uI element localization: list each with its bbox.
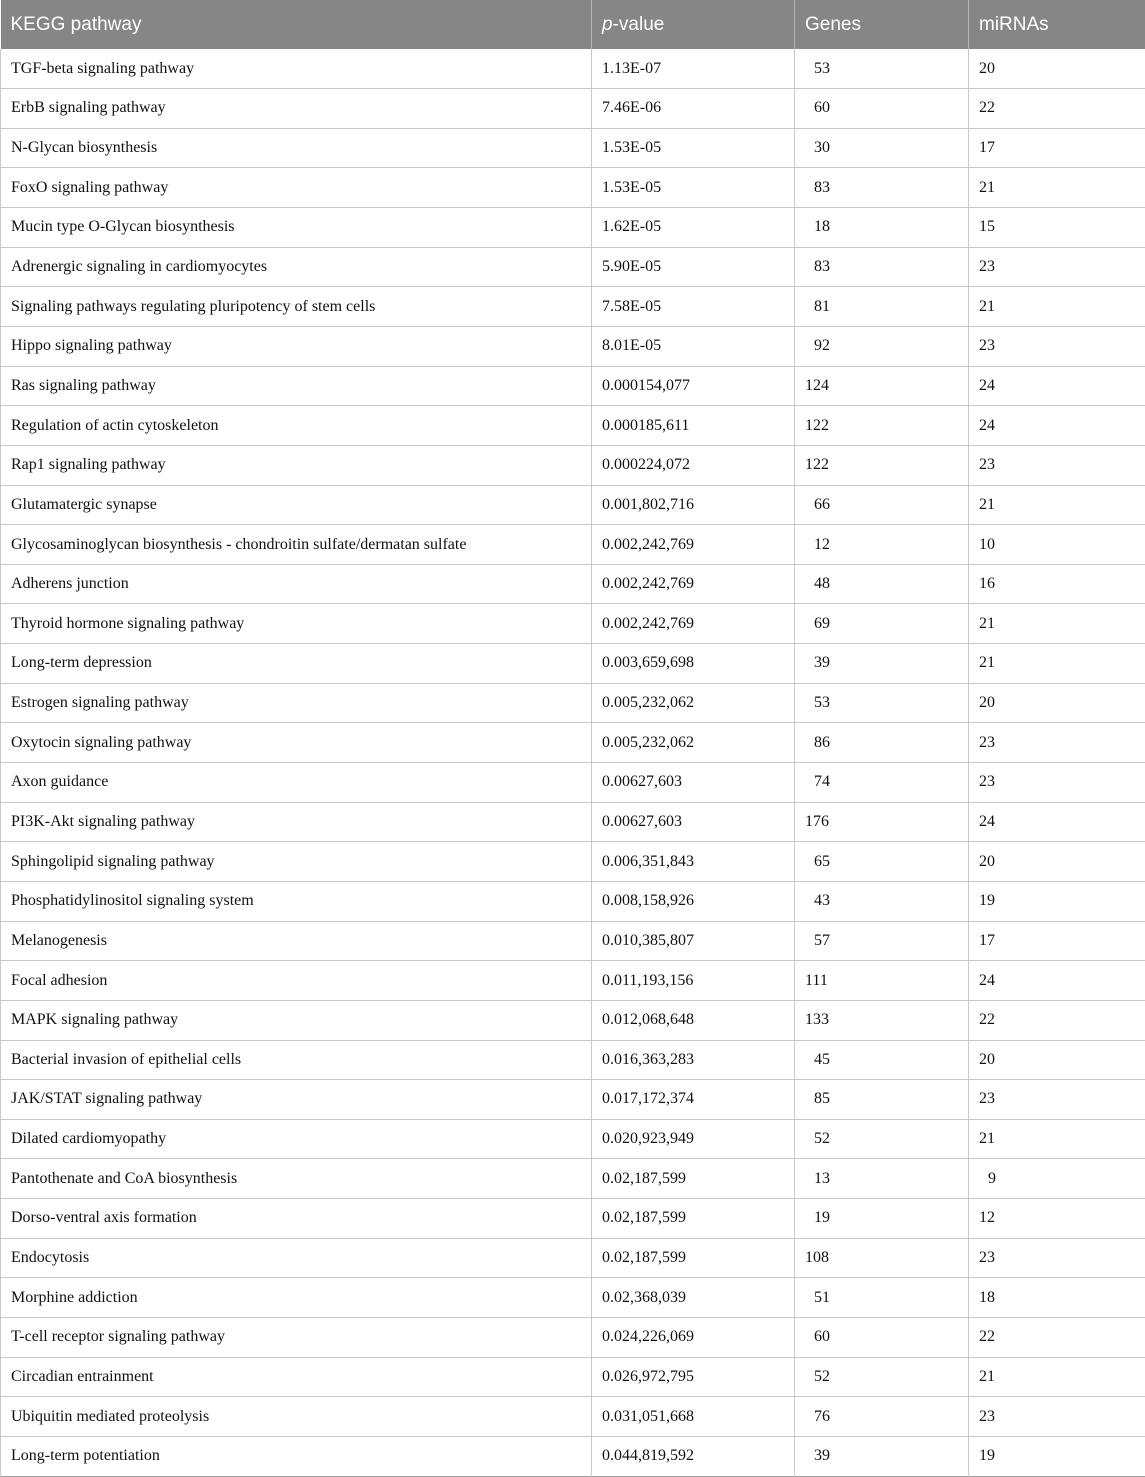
table-row xyxy=(1,49,1145,89)
cell-genes: 18 xyxy=(795,208,969,248)
table-row xyxy=(1,1080,1145,1120)
cell-p-value: 1.53E-05 xyxy=(592,128,795,168)
cell-p-value: 0.002,242,769 xyxy=(592,525,795,565)
cell-p-value: 0.020,923,949 xyxy=(592,1119,795,1159)
cell-mirnas: 21 xyxy=(969,1119,1145,1159)
cell-p-value: 0.006,351,843 xyxy=(592,842,795,882)
cell-mirnas: 23 xyxy=(969,1397,1145,1437)
table-row xyxy=(1,802,1145,842)
header-kegg-pathway: KEGG pathway xyxy=(1,0,592,49)
cell-genes: 43 xyxy=(795,881,969,921)
cell-p-value: 0.017,172,374 xyxy=(592,1080,795,1120)
cell-p-value: 0.000154,077 xyxy=(592,366,795,406)
cell-mirnas: 23 xyxy=(969,1080,1145,1120)
cell-genes: 65 xyxy=(795,842,969,882)
cell-kegg-pathway: Glycosaminoglycan biosynthesis - chondroitin sulfate/dermatan sulfate xyxy=(1,525,592,565)
table-row xyxy=(1,168,1145,208)
cell-genes: 52 xyxy=(795,1119,969,1159)
cell-mirnas: 9 xyxy=(969,1159,1145,1199)
cell-kegg-pathway: Regulation of actin cytoskeleton xyxy=(1,406,592,446)
cell-p-value: 0.011,193,156 xyxy=(592,961,795,1001)
table-row xyxy=(1,1159,1145,1199)
cell-genes: 85 xyxy=(795,1080,969,1120)
table-row xyxy=(1,1199,1145,1239)
cell-p-value: 0.005,232,062 xyxy=(592,723,795,763)
cell-kegg-pathway: Mucin type O-Glycan biosynthesis xyxy=(1,208,592,248)
table-row xyxy=(1,1040,1145,1080)
cell-p-value: 0.010,385,807 xyxy=(592,921,795,961)
cell-kegg-pathway: Signaling pathways regulating pluripotency of stem cells xyxy=(1,287,592,327)
cell-p-value: 0.02,187,599 xyxy=(592,1159,795,1199)
cell-p-value: 0.024,226,069 xyxy=(592,1318,795,1358)
header-p-italic: p xyxy=(602,14,613,35)
cell-mirnas: 21 xyxy=(969,287,1145,327)
cell-mirnas: 20 xyxy=(969,842,1145,882)
cell-kegg-pathway: Focal adhesion xyxy=(1,961,592,1001)
cell-kegg-pathway: Circadian entrainment xyxy=(1,1357,592,1397)
table-row xyxy=(1,287,1145,327)
cell-kegg-pathway: MAPK signaling pathway xyxy=(1,1000,592,1040)
table-row xyxy=(1,326,1145,366)
cell-p-value: 5.90E-05 xyxy=(592,247,795,287)
cell-genes: 92 xyxy=(795,326,969,366)
cell-mirnas: 21 xyxy=(969,604,1145,644)
table-row xyxy=(1,525,1145,565)
cell-genes: 86 xyxy=(795,723,969,763)
cell-mirnas: 10 xyxy=(969,525,1145,565)
cell-mirnas: 23 xyxy=(969,445,1145,485)
cell-kegg-pathway: Estrogen signaling pathway xyxy=(1,683,592,723)
cell-genes: 122 xyxy=(795,445,969,485)
table-row xyxy=(1,366,1145,406)
cell-mirnas: 22 xyxy=(969,1000,1145,1040)
cell-mirnas: 24 xyxy=(969,406,1145,446)
cell-genes: 133 xyxy=(795,1000,969,1040)
cell-mirnas: 23 xyxy=(969,326,1145,366)
table-row xyxy=(1,208,1145,248)
cell-genes: 122 xyxy=(795,406,969,446)
cell-p-value: 1.62E-05 xyxy=(592,208,795,248)
cell-p-value: 1.53E-05 xyxy=(592,168,795,208)
cell-genes: 45 xyxy=(795,1040,969,1080)
cell-mirnas: 23 xyxy=(969,763,1145,803)
table-row xyxy=(1,406,1145,446)
cell-p-value: 0.02,187,599 xyxy=(592,1199,795,1239)
cell-mirnas: 20 xyxy=(969,683,1145,723)
table-row xyxy=(1,1238,1145,1278)
cell-p-value: 7.46E-06 xyxy=(592,89,795,129)
table-row xyxy=(1,1357,1145,1397)
cell-kegg-pathway: Dilated cardiomyopathy xyxy=(1,1119,592,1159)
cell-kegg-pathway: N-Glycan biosynthesis xyxy=(1,128,592,168)
cell-mirnas: 21 xyxy=(969,168,1145,208)
cell-mirnas: 21 xyxy=(969,485,1145,525)
cell-genes: 69 xyxy=(795,604,969,644)
cell-mirnas: 12 xyxy=(969,1199,1145,1239)
cell-kegg-pathway: Melanogenesis xyxy=(1,921,592,961)
cell-mirnas: 18 xyxy=(969,1278,1145,1318)
cell-p-value: 1.13E-07 xyxy=(592,49,795,89)
table-row xyxy=(1,961,1145,1001)
cell-p-value: 0.026,972,795 xyxy=(592,1357,795,1397)
cell-genes: 76 xyxy=(795,1397,969,1437)
cell-p-value: 0.044,819,592 xyxy=(592,1436,795,1476)
cell-kegg-pathway: Ubiquitin mediated proteolysis xyxy=(1,1397,592,1437)
cell-mirnas: 20 xyxy=(969,49,1145,89)
cell-mirnas: 23 xyxy=(969,723,1145,763)
cell-mirnas: 23 xyxy=(969,1238,1145,1278)
cell-kegg-pathway: FoxO signaling pathway xyxy=(1,168,592,208)
cell-p-value: 0.012,068,648 xyxy=(592,1000,795,1040)
cell-genes: 60 xyxy=(795,1318,969,1358)
cell-genes: 111 xyxy=(795,961,969,1001)
table-row xyxy=(1,247,1145,287)
cell-genes: 53 xyxy=(795,49,969,89)
cell-genes: 48 xyxy=(795,564,969,604)
cell-kegg-pathway: Glutamatergic synapse xyxy=(1,485,592,525)
cell-genes: 74 xyxy=(795,763,969,803)
table-row xyxy=(1,1278,1145,1318)
table-row xyxy=(1,564,1145,604)
cell-mirnas: 21 xyxy=(969,644,1145,684)
cell-p-value: 0.00627,603 xyxy=(592,763,795,803)
cell-mirnas: 24 xyxy=(969,802,1145,842)
cell-genes: 81 xyxy=(795,287,969,327)
cell-p-value: 0.000224,072 xyxy=(592,445,795,485)
cell-kegg-pathway: Long-term depression xyxy=(1,644,592,684)
cell-p-value: 0.008,158,926 xyxy=(592,881,795,921)
cell-genes: 124 xyxy=(795,366,969,406)
header-row xyxy=(1,0,1145,49)
cell-mirnas: 21 xyxy=(969,1357,1145,1397)
cell-kegg-pathway: Endocytosis xyxy=(1,1238,592,1278)
cell-kegg-pathway: Dorso-ventral axis formation xyxy=(1,1199,592,1239)
cell-kegg-pathway: Pantothenate and CoA biosynthesis xyxy=(1,1159,592,1199)
table-row xyxy=(1,921,1145,961)
cell-kegg-pathway: Adrenergic signaling in cardiomyocytes xyxy=(1,247,592,287)
cell-mirnas: 23 xyxy=(969,247,1145,287)
cell-kegg-pathway: Oxytocin signaling pathway xyxy=(1,723,592,763)
cell-genes: 51 xyxy=(795,1278,969,1318)
cell-p-value: 0.016,363,283 xyxy=(592,1040,795,1080)
table-row xyxy=(1,1397,1145,1437)
table-row xyxy=(1,89,1145,129)
cell-kegg-pathway: Morphine addiction xyxy=(1,1278,592,1318)
table-row xyxy=(1,1000,1145,1040)
cell-mirnas: 22 xyxy=(969,1318,1145,1358)
cell-kegg-pathway: Long-term potentiation xyxy=(1,1436,592,1476)
cell-p-value: 7.58E-05 xyxy=(592,287,795,327)
cell-genes: 39 xyxy=(795,644,969,684)
table-body xyxy=(1,49,1145,1476)
cell-kegg-pathway: Hippo signaling pathway xyxy=(1,326,592,366)
cell-genes: 13 xyxy=(795,1159,969,1199)
cell-p-value: 8.01E-05 xyxy=(592,326,795,366)
table-row xyxy=(1,644,1145,684)
table-row xyxy=(1,485,1145,525)
table-row xyxy=(1,604,1145,644)
cell-p-value: 0.002,242,769 xyxy=(592,564,795,604)
table-row xyxy=(1,881,1145,921)
cell-genes: 108 xyxy=(795,1238,969,1278)
cell-mirnas: 19 xyxy=(969,881,1145,921)
cell-kegg-pathway: Axon guidance xyxy=(1,763,592,803)
cell-p-value: 0.031,051,668 xyxy=(592,1397,795,1437)
cell-kegg-pathway: Thyroid hormone signaling pathway xyxy=(1,604,592,644)
cell-genes: 66 xyxy=(795,485,969,525)
table-row xyxy=(1,445,1145,485)
table-row xyxy=(1,763,1145,803)
header-p-value xyxy=(592,0,795,49)
cell-genes: 83 xyxy=(795,247,969,287)
cell-mirnas: 20 xyxy=(969,1040,1145,1080)
cell-p-value: 0.02,187,599 xyxy=(592,1238,795,1278)
cell-kegg-pathway: Rap1 signaling pathway xyxy=(1,445,592,485)
cell-p-value: 0.000185,611 xyxy=(592,406,795,446)
cell-genes: 57 xyxy=(795,921,969,961)
cell-mirnas: 24 xyxy=(969,366,1145,406)
cell-kegg-pathway: PI3K-Akt signaling pathway xyxy=(1,802,592,842)
cell-p-value: 0.02,368,039 xyxy=(592,1278,795,1318)
cell-genes: 53 xyxy=(795,683,969,723)
cell-genes: 83 xyxy=(795,168,969,208)
cell-mirnas: 22 xyxy=(969,89,1145,129)
cell-kegg-pathway: Sphingolipid signaling pathway xyxy=(1,842,592,882)
cell-mirnas: 15 xyxy=(969,208,1145,248)
table-row xyxy=(1,1318,1145,1358)
cell-kegg-pathway: Bacterial invasion of epithelial cells xyxy=(1,1040,592,1080)
cell-kegg-pathway: Adherens junction xyxy=(1,564,592,604)
header-genes: Genes xyxy=(795,0,969,49)
cell-kegg-pathway: TGF-beta signaling pathway xyxy=(1,49,592,89)
header-p-rest: -value xyxy=(613,14,665,35)
cell-genes: 52 xyxy=(795,1357,969,1397)
cell-mirnas: 24 xyxy=(969,961,1145,1001)
cell-genes: 39 xyxy=(795,1436,969,1476)
header-mirnas: miRNAs xyxy=(969,0,1145,49)
cell-p-value: 0.00627,603 xyxy=(592,802,795,842)
cell-mirnas: 17 xyxy=(969,128,1145,168)
cell-kegg-pathway: Ras signaling pathway xyxy=(1,366,592,406)
cell-kegg-pathway: T-cell receptor signaling pathway xyxy=(1,1318,592,1358)
cell-genes: 176 xyxy=(795,802,969,842)
cell-kegg-pathway: JAK/STAT signaling pathway xyxy=(1,1080,592,1120)
cell-mirnas: 17 xyxy=(969,921,1145,961)
cell-genes: 60 xyxy=(795,89,969,129)
cell-genes: 30 xyxy=(795,128,969,168)
table-row xyxy=(1,723,1145,763)
table-row xyxy=(1,842,1145,882)
cell-genes: 12 xyxy=(795,525,969,565)
table-row xyxy=(1,1119,1145,1159)
cell-p-value: 0.005,232,062 xyxy=(592,683,795,723)
cell-p-value: 0.001,802,716 xyxy=(592,485,795,525)
cell-p-value: 0.003,659,698 xyxy=(592,644,795,684)
cell-kegg-pathway: Phosphatidylinositol signaling system xyxy=(1,881,592,921)
cell-mirnas: 19 xyxy=(969,1436,1145,1476)
cell-kegg-pathway: ErbB signaling pathway xyxy=(1,89,592,129)
table-row xyxy=(1,1436,1145,1476)
table-row xyxy=(1,128,1145,168)
table-row xyxy=(1,683,1145,723)
cell-p-value: 0.002,242,769 xyxy=(592,604,795,644)
cell-mirnas: 16 xyxy=(969,564,1145,604)
cell-genes: 19 xyxy=(795,1199,969,1239)
